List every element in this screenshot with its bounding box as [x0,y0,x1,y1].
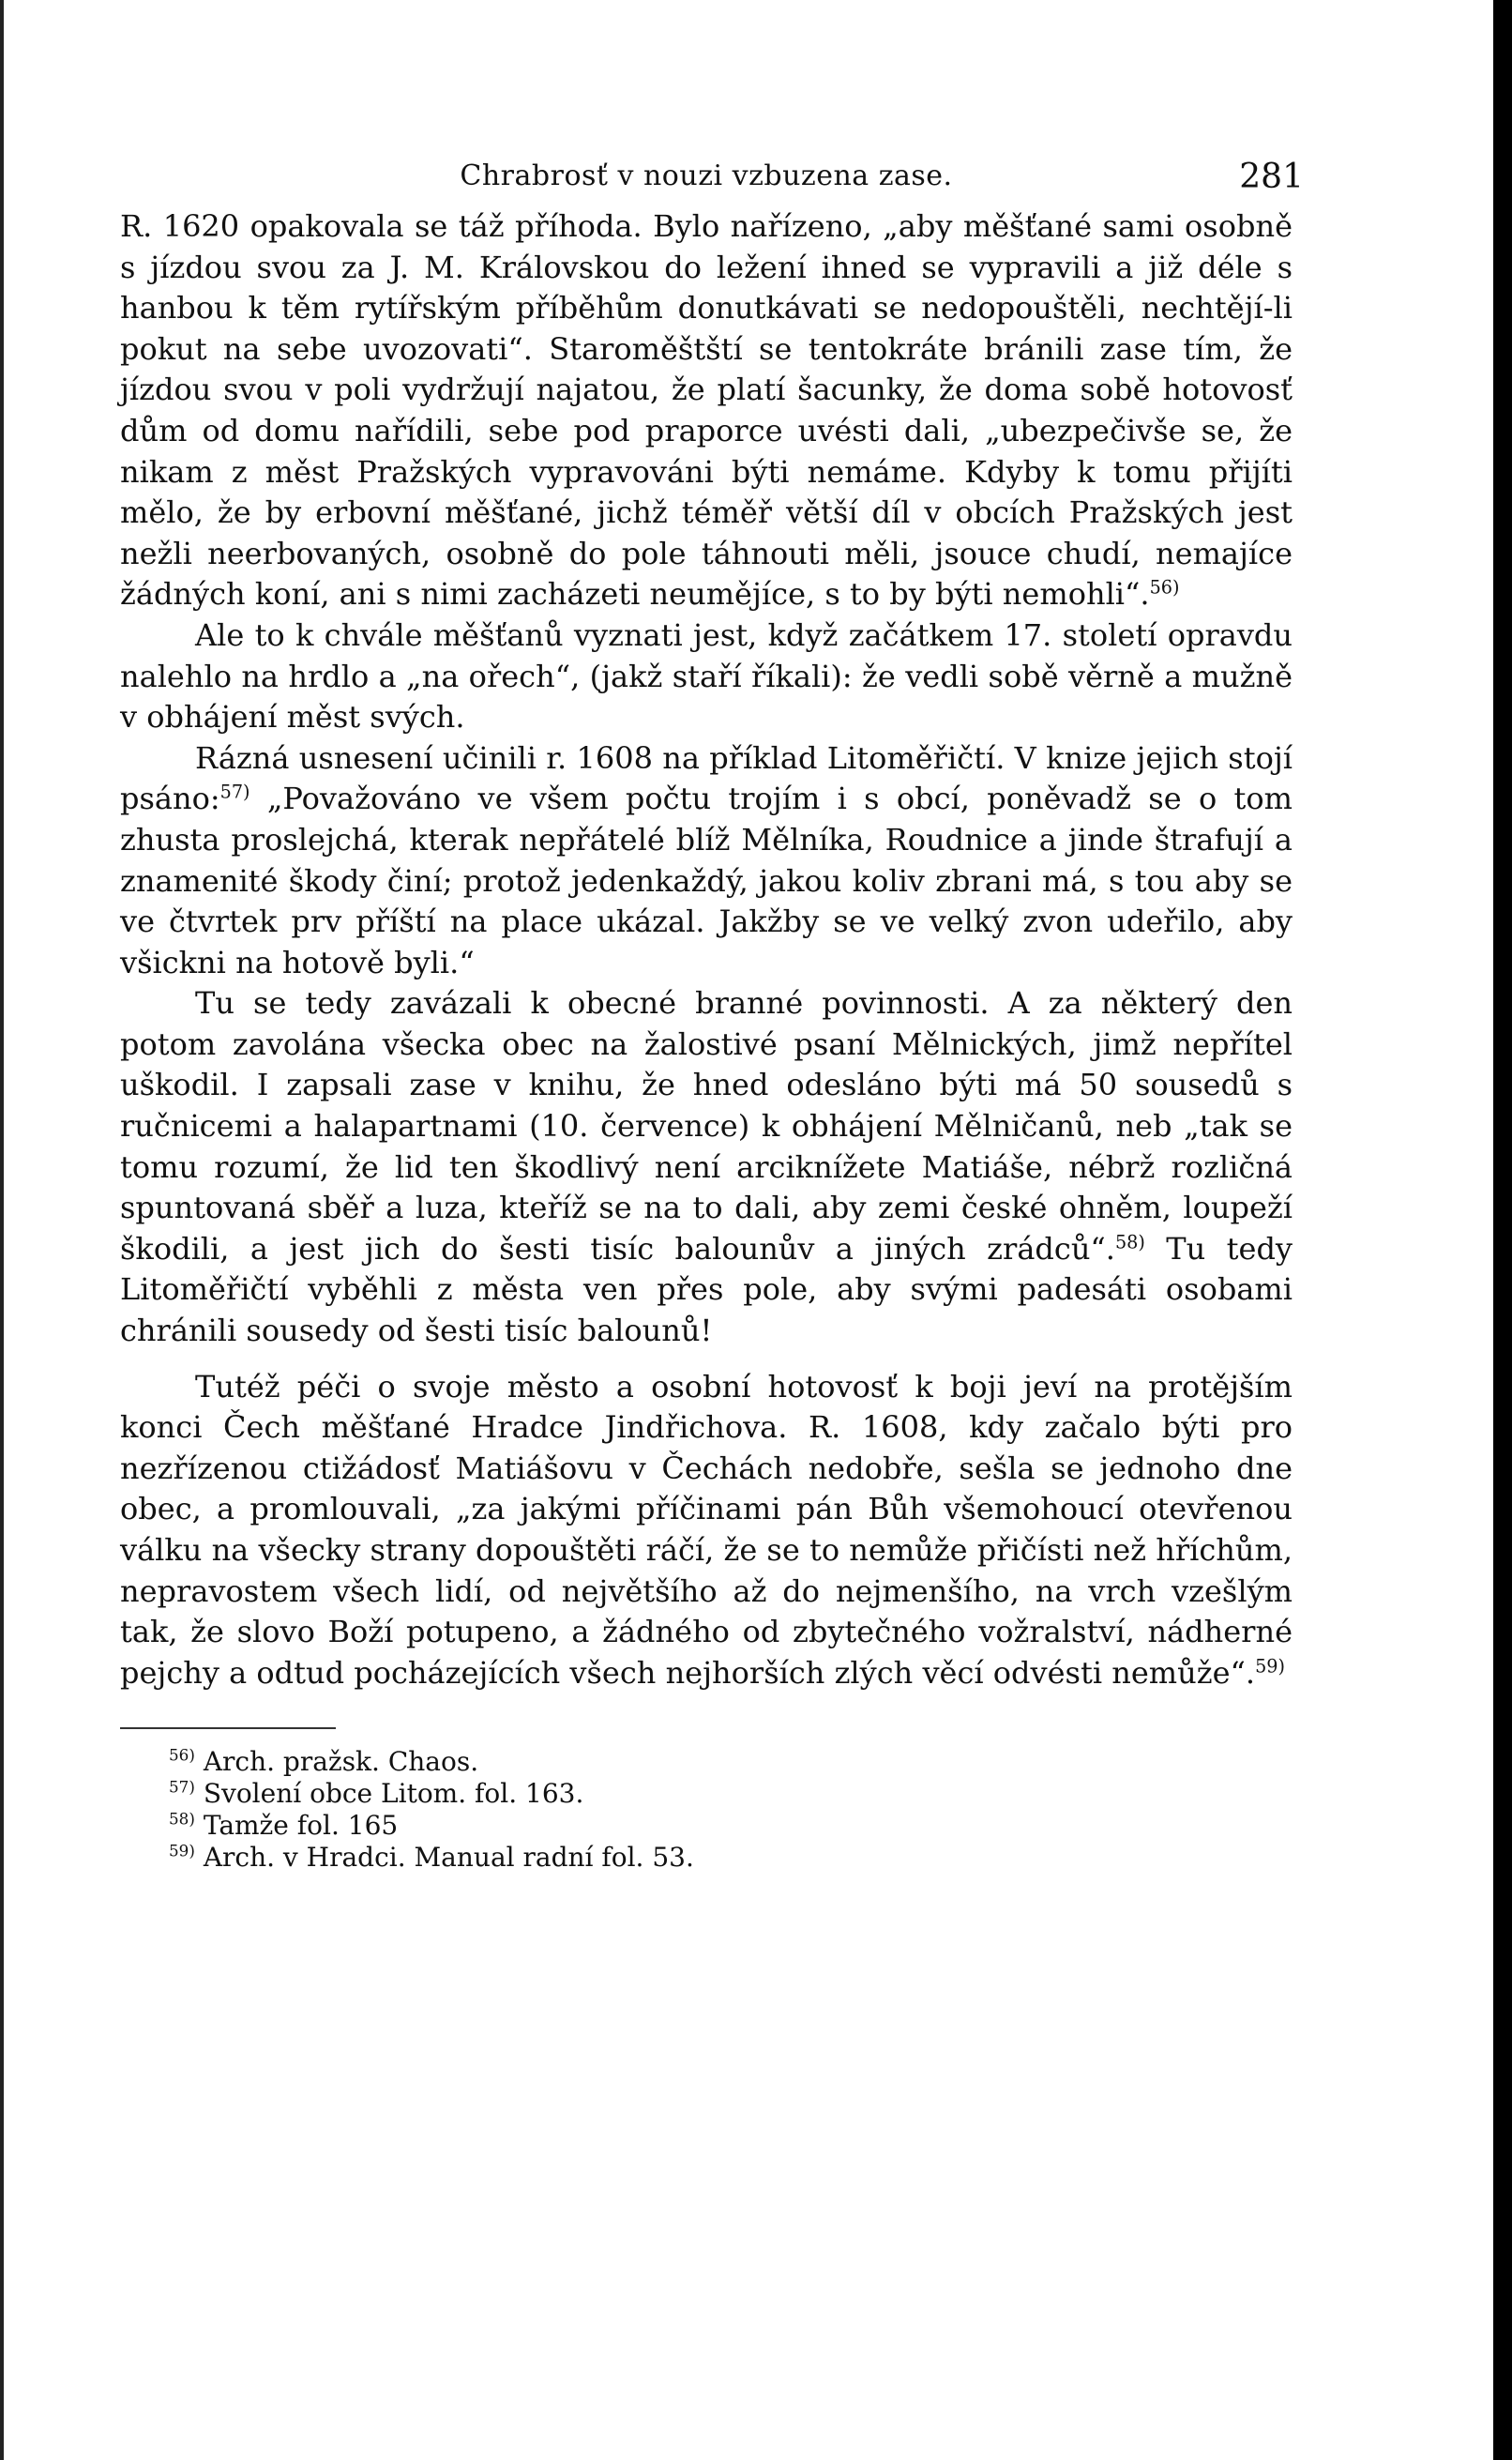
footnote-ref-56: 56) [1149,576,1180,599]
page-number: 281 [1239,158,1304,196]
footnotes [120,1746,1293,1874]
paragraph-5: Tutéž péči o svoje město a osobní hotovosť k boji jeví na protějším konci Čech měšťané Hradce Jindřichova. R. 1608, kdy začalo býti pro nezřízenou ctižádosť Matiášovu v Čechách nedobře, sešla se jednoho dne obec, a promlouvali, „za jakými příčinami pán Bůh všemohoucí otevřenou válku na všecky strany dopouštěti ráčí, že se to nemůže přičísti než hříchům, nepravostem všech lidí, od největšího až do nejmenšího, na vrch vzešlým tak, že slovo Boží potupeno, a žádného od zbytečného vožralství, nádherné pejchy a odtud pocházejících všech nejhorších zlých věcí odvésti nemůže“.$^{59)}$ [120,1368,1293,1691]
footnote-59: $^{59)}$ Arch. v Hradci. Manual radní fol. 53. [169,1842,694,1874]
footnote-ref-57: 57) [219,781,250,803]
scan-edge-right [1493,0,1512,2460]
paragraph-2: Ale to k chvále měšťanů vyznati jest, když začátkem 17. století opravdu nalehlo na hrdlo a „na ořech“, (jakž staří říkali): že vedli sobě věrně a mužně v obhájení měst svých. [120,616,1293,736]
running-title: Chrabrosť v nouzi vzbuzena zase. [460,159,953,192]
footnote-divider [120,1727,336,1729]
book-page [120,141,1304,1874]
page-header [120,141,1304,206]
scan-edge-left [0,0,4,2460]
footnote-56: $^{56)}$ Arch. pražsk. Chaos. [169,1746,479,1778]
footnote-ref-59: 59) [1255,1655,1285,1678]
footnote-58: $^{58)}$ Tamže fol. 165 [169,1810,399,1842]
body-text [120,206,1293,1693]
footnote-ref-58: 58) [1114,1231,1145,1253]
paragraph-1: R. 1620 opakovala se táž příhoda. Bylo nařízeno, „aby měšťané sami osobně s jízdou svou za J. M. Královskou do ležení ihned se vypravili a již déle s hanbou k těm rytířským příběhům donutkávati se nedopouštěli, nechtějí-li pokut na sebe uvozovati“. Staroměštští se tentokráte bránili zase tím, že jízdou svou v poli vydržují najatou, že platí šacunky, že doma sobě hotovosť dům od domu nařídili, sebe pod praporce uvésti dali, „ubezpečivše se, že nikam z měst Pražských vypravováni býti nemáme. Kdyby k tomu přijíti mělo, že by erbovní měšťané, jichž téměř větší díl v obcích Pražských jest nežli neerbovaných, osobně do pole táhnouti měli, jsouce chudí, nemajíce žádných koní, ani s nimi zacházeti neumějíce, s to by býti nemohli“.$^{56)}$ [120,208,1293,613]
paragraph-3: Rázná usnesení učinili r. 1608 na příklad Litoměřičtí. V knize jejich stojí psáno:$^{57)}$ „Považováno ve všem počtu trojím i s obcí, poněvadž se o tom zhusta proslejchá, kterak nepřátelé blíž Mělníka, Roudnice a jinde štrafují a znamenité škody činí; protož jedenkaždý, jakou koliv zbrani má, s tou aby se ve čtvrtek prv příští na place ukázal. Jakžby se ve velký zvon udeřilo, aby všickni na hotově byli.“ [120,739,1293,980]
footnote-57: $^{57)}$ Svolení obce Litom. fol. 163. [169,1778,584,1810]
paragraph-4: Tu se tedy zavázali k obecné branné povinnosti. A za některý den potom zavolána všecka obec na žalostivé psaní Mělnických, jimž nepřítel uškodil. I zapsali zase v knihu, že hned odesláno býti má 50 sousedů s ručnicemi a halapartnami (10. července) k obhájení Mělničanů, neb „tak se tomu rozumí, že lid ten škodlivý není arciknížete Matiáše, nébrž rozličná spuntovaná sběř a luza, kteříž se na to dali, aby zemi české ohněm, loupeží škodili, a jest jich do šesti tisíc balounův a jiných zrádců“.$^{58)}$ Tu tedy Litoměřičtí vyběhli z města ven přes pole, aby svými padesáti osobami chránili sousedy od šesti tisíc balounů! [120,985,1293,1349]
